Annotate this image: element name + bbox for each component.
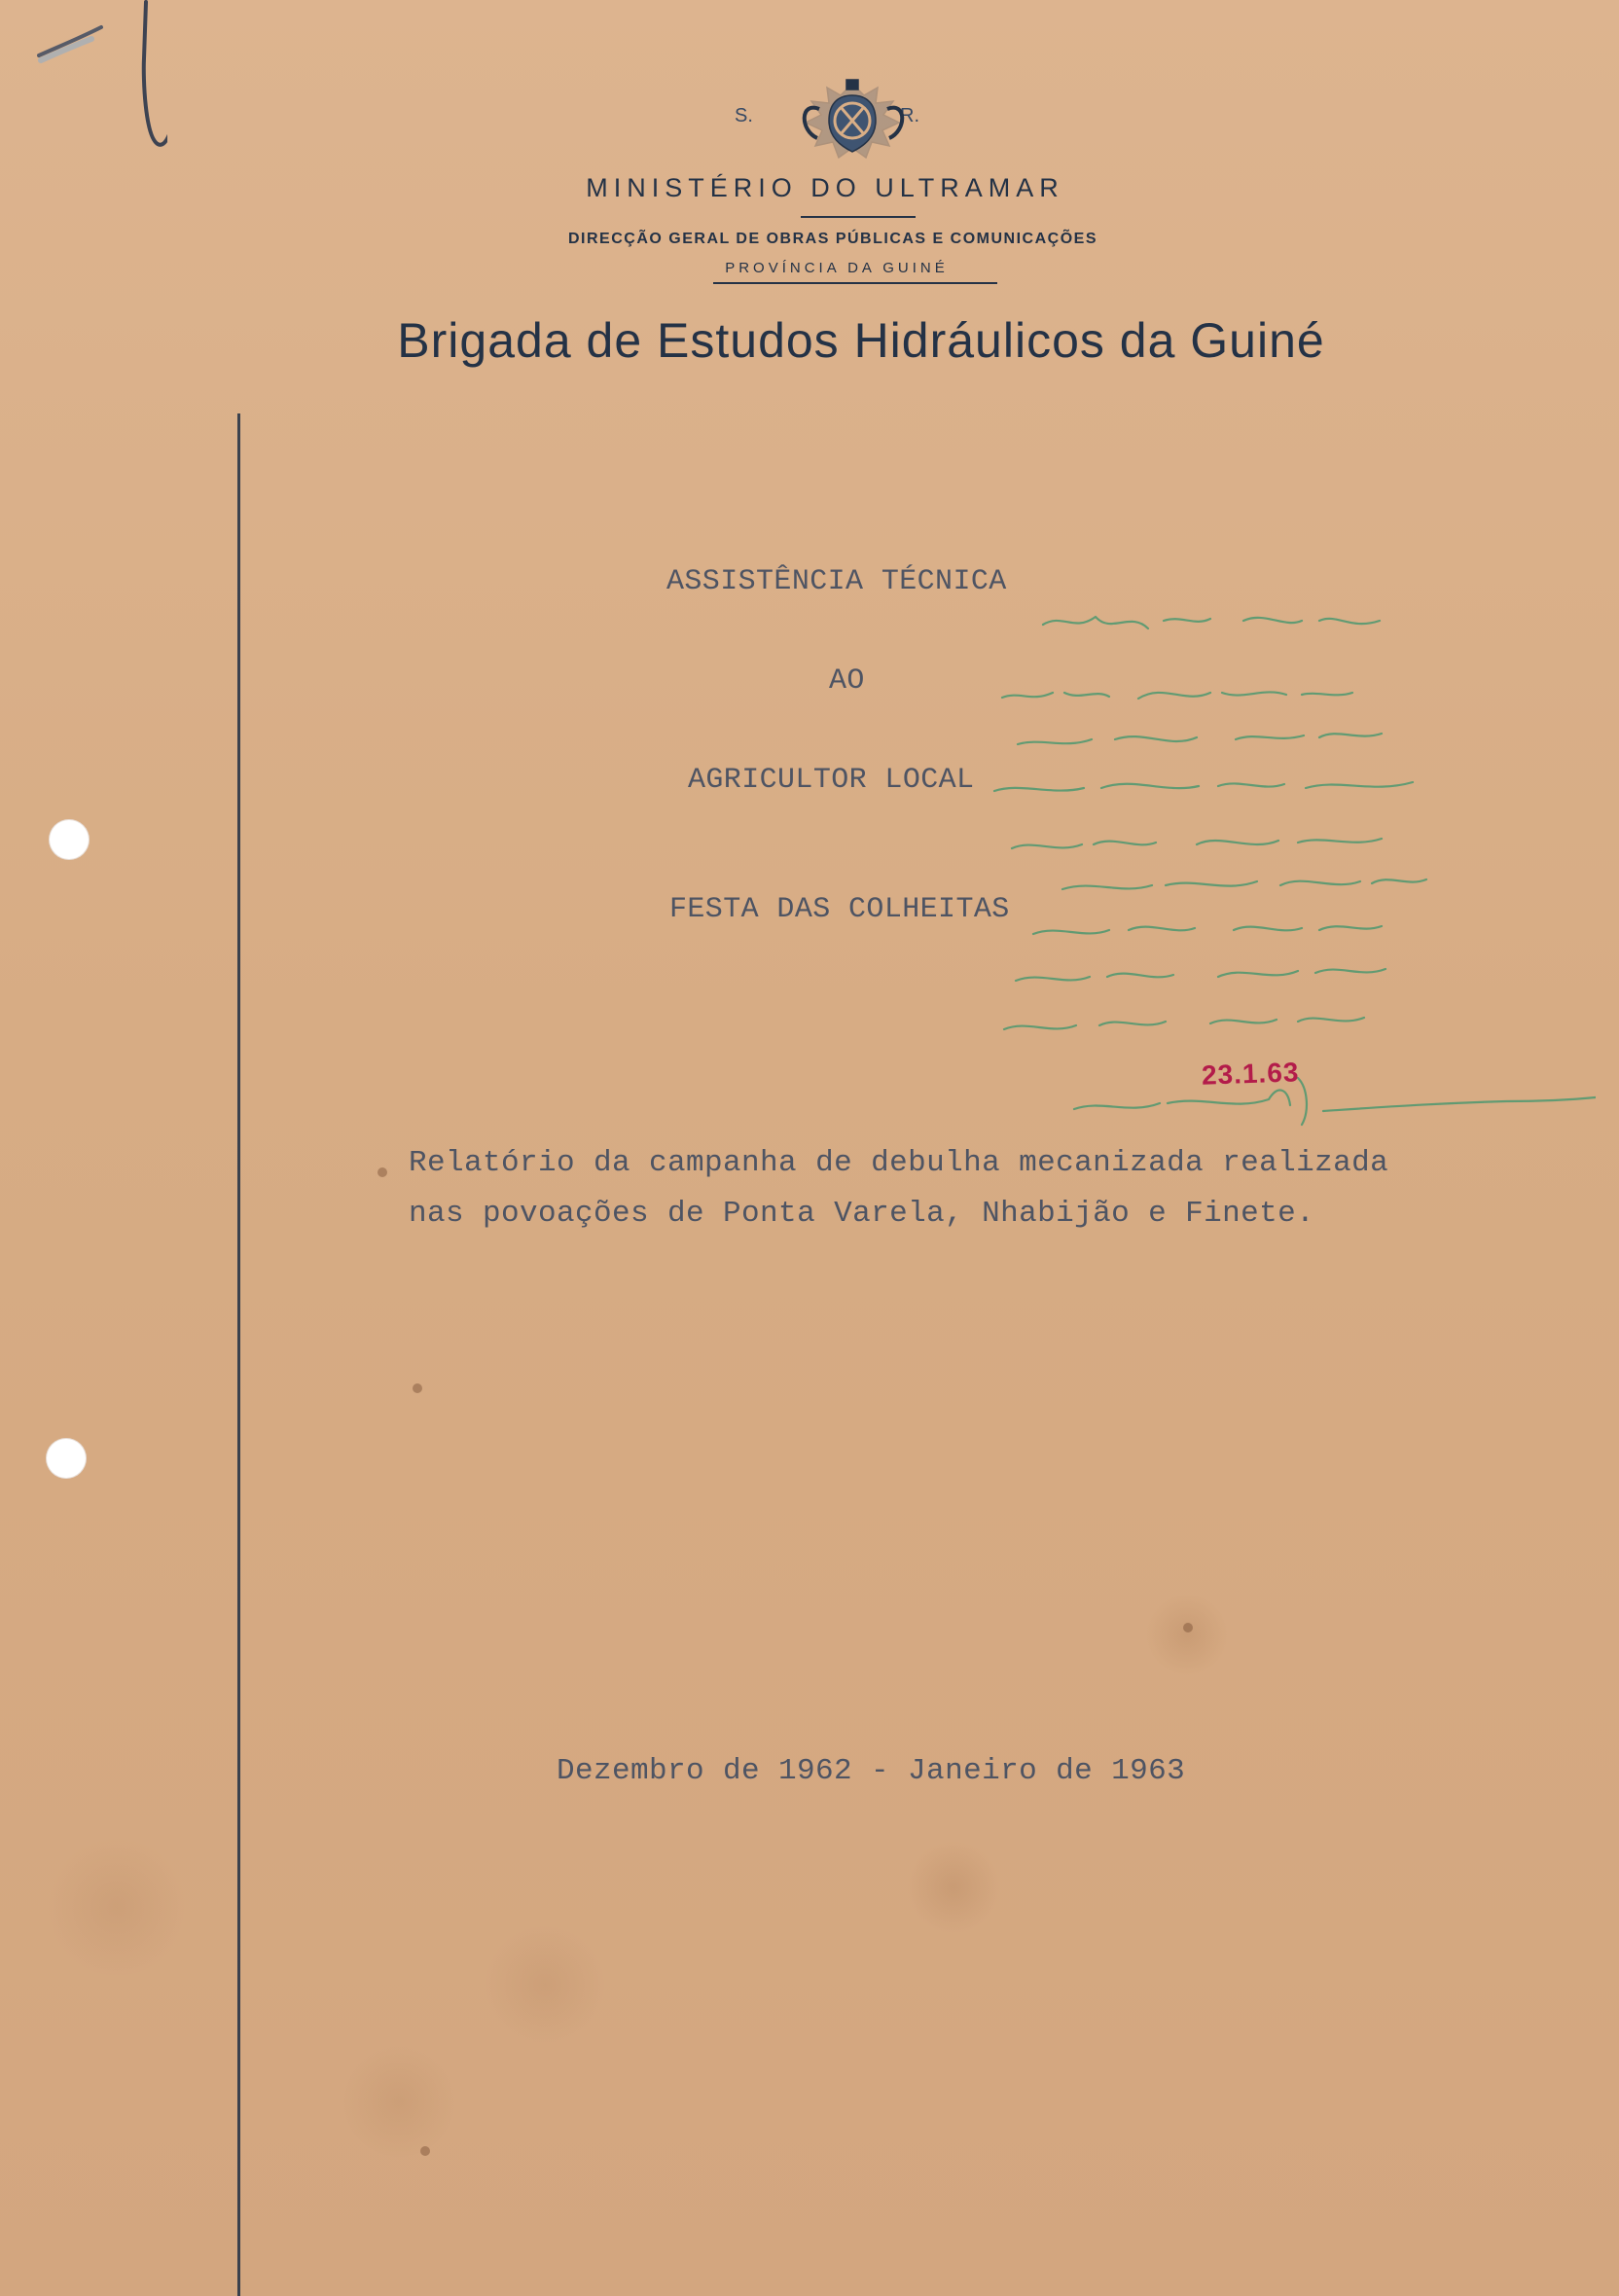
paper-mark [1183, 1623, 1193, 1632]
report-period: Dezembro de 1962 - Janeiro de 1963 [557, 1754, 1186, 1788]
corner-mark [31, 0, 167, 156]
paper-mark [420, 2146, 430, 2156]
punch-hole-bottom [46, 1438, 87, 1479]
ministry-underline [801, 216, 916, 218]
report-line-1: Relatório da campanha de debulha mecanizada realizada [409, 1146, 1389, 1180]
directorate-heading: DIRECÇÃO GERAL DE OBRAS PÚBLICAS E COMUNICAÇÕES [567, 231, 1097, 247]
margin-line [237, 413, 240, 2296]
date-stamp: 23.1.63 [1201, 1057, 1300, 1091]
title-line-3: AGRICULTOR LOCAL [688, 764, 975, 797]
title-line-1: ASSISTÊNCIA TÉCNICA [666, 565, 1007, 598]
paper-mark [378, 1167, 387, 1177]
seal-left-letter: S. [735, 105, 753, 126]
province-underline [713, 282, 997, 284]
brigade-heading: Brigada de Estudos Hidráulicos da Guiné [397, 313, 1325, 368]
province-heading: PROVÍNCIA DA GUINÉ [725, 260, 949, 276]
title-line-2: AO [829, 664, 865, 698]
punch-hole-top [49, 819, 90, 860]
ministry-heading: MINISTÉRIO DO ULTRAMAR [586, 173, 1064, 202]
title-line-4: FESTA DAS COLHEITAS [669, 893, 1010, 926]
report-line-2: nas povoações de Ponta Varela, Nhabijão e Finete. [409, 1197, 1315, 1231]
coat-of-arms-icon [790, 76, 917, 165]
seal-right-letter: R. [900, 105, 919, 126]
paper-mark [413, 1383, 422, 1393]
